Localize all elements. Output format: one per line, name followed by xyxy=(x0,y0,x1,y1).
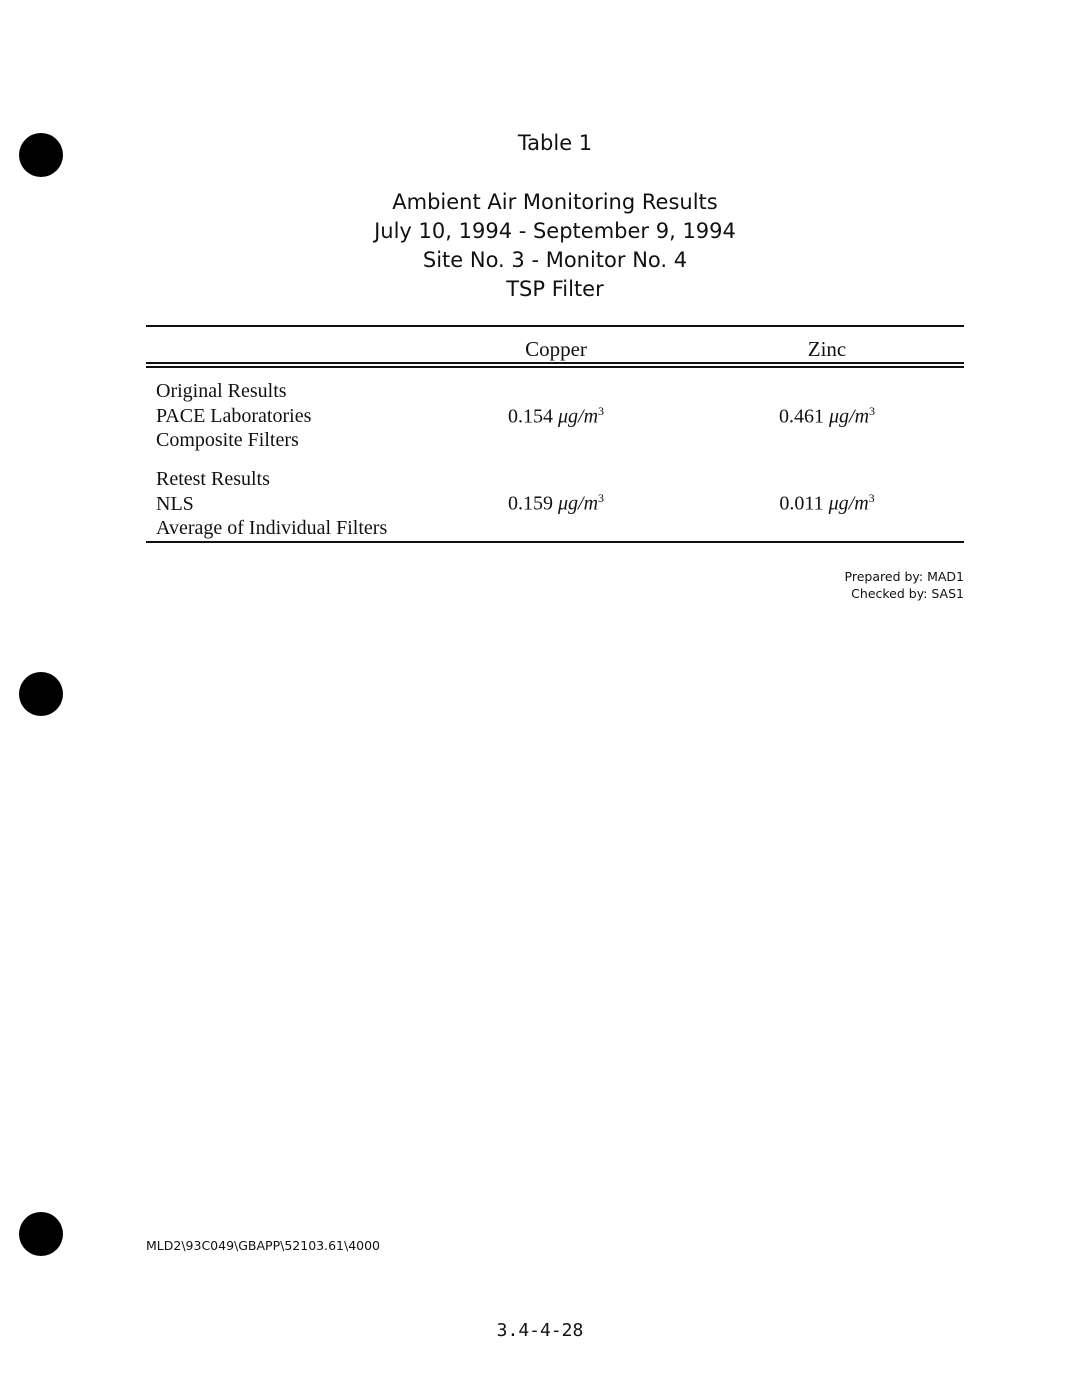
punch-hole-bottom xyxy=(19,1212,63,1256)
unit-exponent: 3 xyxy=(869,404,876,418)
signature-block xyxy=(845,568,964,602)
title-line: Site No. 3 - Monitor No. 4 xyxy=(422,248,688,272)
row-label-line: Original Results xyxy=(156,380,287,402)
header-rule-lower xyxy=(146,366,964,368)
row-label-line: Average of Individual Filters xyxy=(156,517,388,539)
cell-unit: μg/m xyxy=(557,405,599,428)
column-header-zinc: Zinc xyxy=(807,337,847,361)
title-line: July 10, 1994 - September 9, 1994 xyxy=(374,219,736,243)
table-top-rule xyxy=(146,325,964,327)
unit-exponent: 3 xyxy=(868,491,875,505)
table-title: Table 1 xyxy=(517,131,593,155)
file-path: MLD2\93C049\GBAPP\52103.61\4000 xyxy=(146,1238,381,1253)
table-cell-copper xyxy=(456,491,656,516)
checked-by: Checked by: SAS1 xyxy=(851,586,964,601)
title-line: TSP Filter xyxy=(506,277,604,301)
table-cell-zinc xyxy=(727,491,927,516)
title-block xyxy=(0,188,1068,304)
header-rule-upper xyxy=(146,362,964,364)
cell-value: 0.461 xyxy=(778,405,824,428)
cell-unit: μg/m xyxy=(828,492,869,515)
row-label xyxy=(156,467,387,541)
page-number: 3.4-4-28 xyxy=(496,1320,584,1341)
row-label-line: Retest Results xyxy=(156,468,270,490)
prepared-by: Prepared by: MAD1 xyxy=(844,569,964,584)
cell-unit: μg/m xyxy=(557,492,599,515)
column-header-copper: Copper xyxy=(525,337,587,361)
cell-unit: μg/m xyxy=(828,405,870,428)
cell-value: 0.011 xyxy=(779,492,824,515)
cell-value: 0.154 xyxy=(507,405,553,428)
row-label-line: PACE Laboratories xyxy=(156,404,312,427)
unit-exponent: 3 xyxy=(598,404,605,418)
punch-hole-middle xyxy=(19,672,63,716)
row-label xyxy=(156,379,311,453)
title-line: Ambient Air Monitoring Results xyxy=(392,190,718,214)
row-label-line: Composite Filters xyxy=(156,429,299,451)
table-cell-copper xyxy=(456,404,656,429)
table-bottom-rule xyxy=(146,541,964,543)
cell-value: 0.159 xyxy=(507,492,553,515)
unit-exponent: 3 xyxy=(598,491,605,505)
row-label-line: NLS xyxy=(156,492,194,515)
table-cell-zinc xyxy=(727,404,927,429)
